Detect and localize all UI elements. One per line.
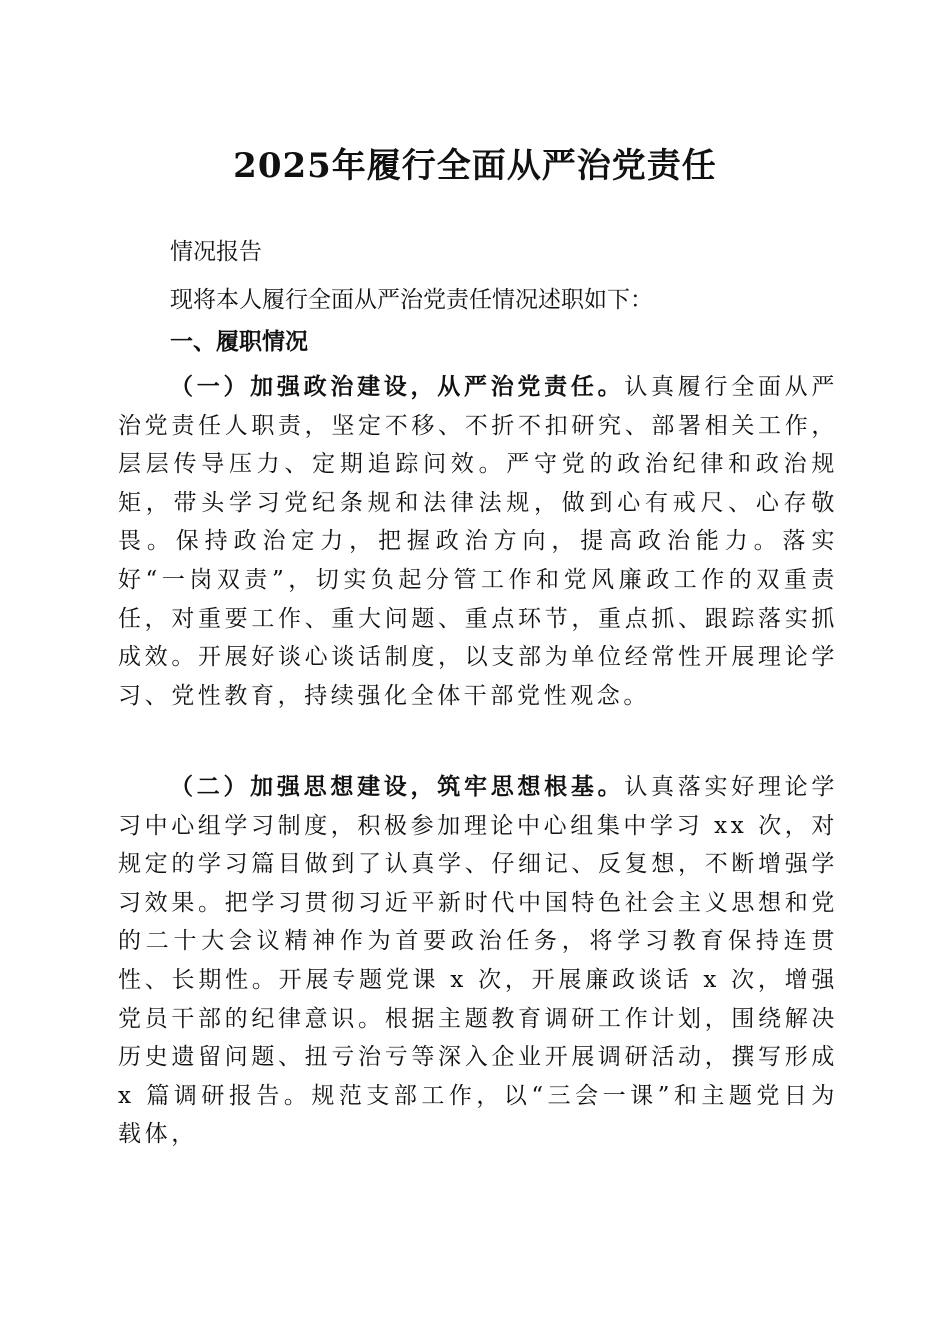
document-title: 2025年履行全面从严治党责任 <box>233 146 717 186</box>
paragraph-1 <box>118 368 838 715</box>
paragraph-2-body: 认真落实好理论学习中心组学习制度，积极参加理论中心组集中学习 xx 次，对规定的学习篇目做到了认真学、仔细记、反复想，不断增强学习效果。把学习贯彻习近平新时代中国特色社会主义思想和党的二十大会议精神作为首要政治任务，将学习教育保持连贯性、长期性。开展专题党课 x 次，开展廉政谈话 x 次，增强党员干部的纪律意识。根据主题教育调研工作计划，围绕解决历史遗留问题、扭亏治亏等深入企业开展调研活动，撰写形成 x 篇调研报告。规范支部工作，以“三会一课”和主题党日为载体， <box>118 774 838 1148</box>
paragraph-1-body: 认真履行全面从严治党责任人职责，坚定不移、不折不扣研究、部署相关工作，层层传导压力、定期追踪问效。严守党的政治纪律和政治规矩，带头学习党纪条规和法律法规，做到心有戒尺、心存敬畏。保持政治定力，把握政治方向，提高政治能力。落实好“一岗双责”，切实负起分管工作和党风廉政工作的双重责任，对重要工作、重大问题、重点环节，重点抓、跟踪落实抓成效。开展好谈心谈话制度，以支部为单位经常性开展理论学习、党性教育，持续强化全体干部党性观念。 <box>118 374 838 709</box>
intro-sentence: 现将本人履行全面从严治党责任情况述职如下： <box>170 287 653 313</box>
paragraph-2 <box>118 768 838 1154</box>
paragraph-1-lead: （一）加强政治建设，从严治党责任。 <box>170 373 625 400</box>
section-heading: 一、履职情况 <box>170 329 308 355</box>
paragraph-2-lead: （二）加强思想建设，筑牢思想根基。 <box>170 773 625 800</box>
document-subtitle: 情况报告 <box>170 239 262 265</box>
